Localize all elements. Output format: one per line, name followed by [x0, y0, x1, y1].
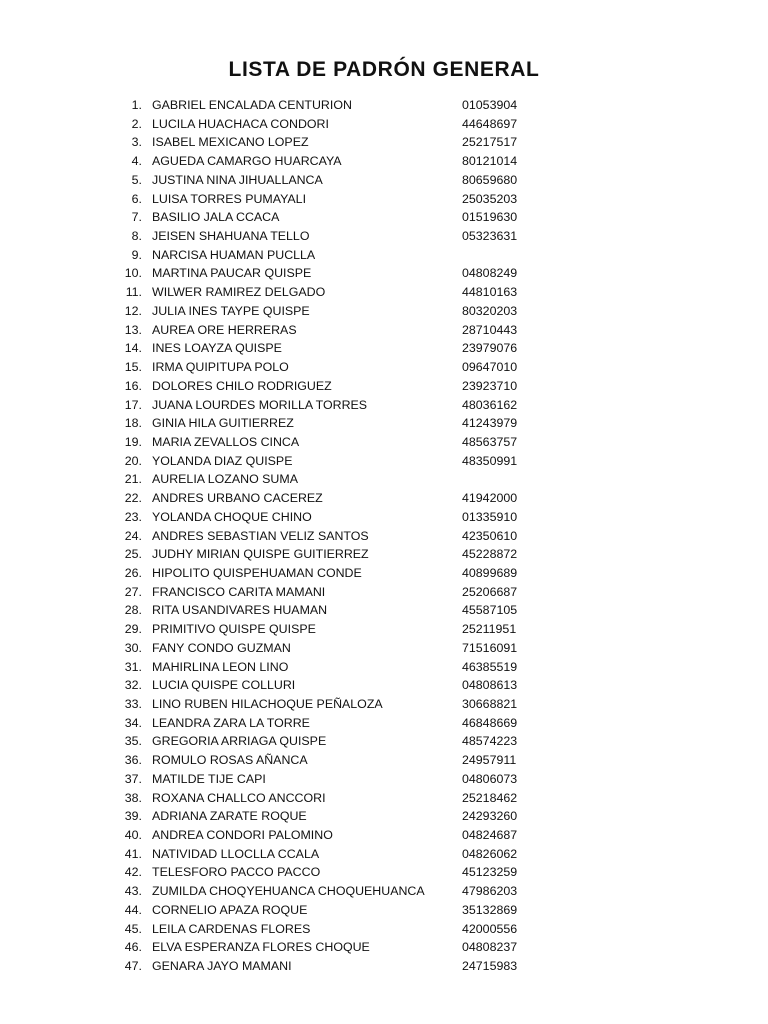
page-title: LISTA DE PADRÓN GENERAL: [228, 58, 540, 81]
member-id-number: 09647010: [462, 360, 518, 375]
item-number: 7.: [131, 210, 142, 225]
member-id-number: 25217517: [462, 135, 518, 150]
list-item: [0, 115, 768, 134]
list-item: [0, 564, 768, 583]
member-name: GENARA JAYO MAMANI: [152, 959, 292, 974]
member-name: ISABEL MEXICANO LOPEZ: [152, 135, 309, 150]
list-item: [0, 96, 768, 115]
member-name: INES LOAYZA QUISPE: [152, 341, 282, 356]
item-number: 32.: [124, 678, 142, 693]
member-id-number: 01519630: [462, 210, 518, 225]
member-id-number: 80659680: [462, 172, 518, 187]
list-item: [0, 152, 768, 171]
member-id-number: 80320203: [462, 303, 518, 318]
list-item: [0, 714, 768, 733]
list-item: [0, 433, 768, 452]
item-number: 19.: [124, 434, 142, 449]
member-id-number: 48574223: [462, 734, 518, 749]
item-number: 29.: [124, 622, 142, 637]
list-item: [0, 658, 768, 677]
member-id-number: 30668821: [462, 697, 518, 711]
member-name: JUDHY MIRIAN QUISPE GUITIERREZ: [152, 547, 369, 562]
list-item: [0, 601, 768, 620]
list-item: [0, 732, 768, 751]
member-name: FRANCISCO CARITA MAMANI: [152, 584, 326, 599]
member-id-number: 46385519: [462, 659, 518, 674]
list-item: [0, 171, 768, 190]
item-number: 25.: [124, 547, 142, 562]
list-item: [0, 396, 768, 415]
item-number: 36.: [124, 753, 142, 768]
item-number: 2.: [131, 116, 142, 131]
list-item: [0, 863, 768, 882]
list-item: [0, 377, 768, 396]
list-item: [0, 751, 768, 770]
list-item: [0, 227, 768, 246]
member-name: LEILA CARDENAS FLORES: [152, 921, 311, 936]
member-name: AUREA ORE HERRERAS: [152, 322, 297, 337]
item-number: 12.: [124, 303, 142, 318]
member-id-number: 28710443: [462, 322, 518, 337]
member-name: CORNELIO APAZA ROQUE: [152, 902, 308, 917]
item-number: 9.: [131, 247, 142, 262]
item-number: 41.: [124, 846, 142, 861]
member-id-number: 45587105: [462, 603, 518, 618]
member-name: GINIA HILA GUITIERREZ: [152, 416, 294, 431]
list-item: [0, 470, 768, 489]
item-number: 4.: [131, 154, 142, 169]
member-id-number: 23923710: [462, 378, 518, 393]
member-name: AGUEDA CAMARGO HUARCAYA: [152, 154, 342, 169]
member-name: JEISEN SHAHUANA TELLO: [152, 229, 310, 244]
list-item: [0, 264, 768, 283]
item-number: 46.: [124, 940, 142, 955]
list-item: [0, 938, 768, 957]
list-item: [0, 770, 768, 789]
list-item: [0, 620, 768, 639]
item-number: 39.: [124, 809, 142, 824]
member-name: JUANA LOURDES MORILLA TORRES: [152, 397, 368, 412]
member-id-number: 05323631: [462, 229, 518, 244]
list-item: [0, 545, 768, 564]
member-name: LINO RUBEN HILACHOQUE PEÑALOZA: [152, 697, 383, 711]
list-item: [0, 283, 768, 302]
member-name: ANDRES SEBASTIAN VELIZ SANTOS: [152, 528, 369, 543]
item-number: 35.: [124, 734, 142, 749]
member-id-number: 47986203: [462, 884, 518, 899]
member-name: ANDRES URBANO CACEREZ: [152, 491, 323, 506]
list-item: [0, 414, 768, 433]
member-name: ZUMILDA CHOQYEHUANCA CHOQUEHUANCA: [152, 884, 425, 899]
member-name: JUSTINA NINA JIHUALLANCA: [152, 172, 323, 187]
item-number: 13.: [124, 322, 142, 337]
member-name: JULIA INES TAYPE QUISPE: [152, 303, 310, 318]
list-item: [0, 807, 768, 826]
item-number: 15.: [124, 360, 142, 375]
member-id-number: 45228872: [462, 547, 518, 562]
member-name: IRMA QUIPITUPA POLO: [152, 360, 289, 375]
member-name: YOLANDA CHOQUE CHINO: [152, 509, 312, 524]
item-number: 1.: [131, 98, 142, 112]
list-item: [0, 826, 768, 845]
member-name: ANDREA CONDORI PALOMINO: [152, 828, 333, 843]
member-name: PRIMITIVO QUISPE QUISPE: [152, 622, 316, 637]
item-number: 30.: [124, 640, 142, 655]
item-number: 18.: [124, 416, 142, 431]
member-name: DOLORES CHILO RODRIGUEZ: [152, 378, 332, 393]
member-name: BASILIO JALA CCACA: [152, 210, 280, 225]
member-name: LEANDRA ZARA LA TORRE: [152, 715, 310, 730]
member-name: MARTINA PAUCAR QUISPE: [152, 266, 312, 281]
list-item: [0, 133, 768, 152]
list-item: [0, 882, 768, 901]
list-item: [0, 639, 768, 658]
item-number: 10.: [124, 266, 142, 281]
member-id-number: 80121014: [462, 154, 518, 169]
list-item: [0, 527, 768, 546]
member-id-number: 41942000: [462, 491, 518, 506]
list-item: [0, 676, 768, 695]
member-name: LUCIA QUISPE COLLURI: [152, 678, 296, 693]
list-item: [0, 901, 768, 920]
member-id-number: 48350991: [462, 453, 518, 468]
list-item: [0, 321, 768, 340]
member-id-number: 44648697: [462, 116, 518, 131]
member-name: FANY CONDO GUZMAN: [152, 640, 291, 655]
member-id-number: 42000556: [462, 921, 518, 936]
member-name: HIPOLITO QUISPEHUAMAN CONDE: [152, 565, 362, 580]
item-number: 34.: [124, 715, 142, 730]
list-item: [0, 358, 768, 377]
member-id-number: 04808249: [462, 266, 518, 281]
member-id-number: 45123259: [462, 865, 518, 880]
member-name: RITA USANDIVARES HUAMAN: [152, 603, 328, 618]
list-item: [0, 845, 768, 864]
member-name: GABRIEL ENCALADA CENTURION: [152, 98, 352, 112]
member-id-number: 42350610: [462, 528, 518, 543]
item-number: 8.: [131, 229, 142, 244]
item-number: 11.: [125, 285, 142, 300]
member-id-number: 41243979: [462, 416, 518, 431]
list-item: [0, 695, 768, 714]
member-id-number: 23979076: [462, 341, 518, 356]
item-number: 3.: [131, 135, 142, 150]
item-number: 20.: [124, 453, 142, 468]
item-number: 6.: [131, 191, 142, 206]
member-name: MAHIRLINA LEON LINO: [152, 659, 289, 674]
item-number: 5.: [131, 172, 142, 187]
member-id-number: 40899689: [462, 565, 518, 580]
list-item: [0, 920, 768, 939]
item-number: 22.: [124, 491, 142, 506]
item-number: 21.: [124, 472, 142, 487]
member-id-number: 44810163: [462, 285, 518, 300]
list-item: [0, 957, 768, 976]
member-name: YOLANDA DIAZ QUISPE: [152, 453, 293, 468]
member-id-number: 25211951: [462, 622, 517, 637]
member-id-number: 25035203: [462, 191, 518, 206]
member-id-number: 04808613: [462, 678, 518, 693]
member-id-number: 04806073: [462, 771, 518, 786]
list-item: [0, 789, 768, 808]
member-name: AURELIA LOZANO SUMA: [152, 472, 298, 487]
item-number: 14.: [124, 341, 142, 356]
item-number: 33.: [124, 697, 142, 711]
list-item: [0, 302, 768, 321]
member-id-number: 35132869: [462, 902, 518, 917]
member-name: ROXANA CHALLCO ANCCORI: [152, 790, 326, 805]
member-id-number: 01335910: [462, 509, 518, 524]
item-number: 24.: [124, 528, 142, 543]
item-number: 17.: [124, 397, 142, 412]
item-number: 38.: [124, 790, 142, 805]
item-number: 23.: [124, 509, 142, 524]
member-id-number: 04808237: [462, 940, 518, 955]
item-number: 31.: [124, 659, 142, 674]
member-name: MATILDE TIJE CAPI: [152, 771, 266, 786]
list-item: [0, 190, 768, 209]
member-name: MARIA ZEVALLOS CINCA: [152, 434, 300, 449]
item-number: 40.: [124, 828, 142, 843]
list-item: [0, 583, 768, 602]
item-number: 44.: [124, 902, 142, 917]
member-name: GREGORIA ARRIAGA QUISPE: [152, 734, 327, 749]
member-name: NARCISA HUAMAN PUCLLA: [152, 247, 316, 262]
item-number: 47.: [124, 959, 142, 974]
item-number: 26.: [124, 565, 142, 580]
item-number: 43.: [124, 884, 142, 899]
list-item: [0, 489, 768, 508]
member-id-number: 24293260: [462, 809, 518, 824]
item-number: 27.: [124, 584, 142, 599]
list-item: [0, 208, 768, 227]
member-id-number: 01053904: [462, 98, 518, 112]
registry-list: [0, 96, 768, 976]
member-name: WILWER RAMIREZ DELGADO: [152, 285, 326, 300]
item-number: 37.: [124, 771, 142, 786]
member-id-number: 24957911: [462, 753, 517, 768]
list-item: [0, 246, 768, 265]
member-id-number: 48563757: [462, 434, 518, 449]
member-id-number: 46848669: [462, 715, 518, 730]
member-name: LUISA TORRES PUMAYALI: [152, 191, 307, 206]
item-number: 42.: [124, 865, 142, 880]
member-name: TELESFORO PACCO PACCO: [152, 865, 321, 880]
item-number: 28.: [124, 603, 142, 618]
list-item: [0, 508, 768, 527]
member-id-number: 04824687: [462, 828, 518, 843]
item-number: 45.: [124, 921, 142, 936]
member-name: NATIVIDAD LLOCLLA CCALA: [152, 846, 320, 861]
member-name: ELVA ESPERANZA FLORES CHOQUE: [152, 940, 370, 955]
member-name: LUCILA HUACHACA CONDORI: [152, 116, 329, 131]
member-name: ADRIANA ZARATE ROQUE: [152, 809, 307, 824]
member-id-number: 25218462: [462, 790, 518, 805]
member-name: ROMULO ROSAS AÑANCA: [152, 753, 308, 768]
member-id-number: 24715983: [462, 959, 518, 974]
list-item: [0, 452, 768, 471]
member-id-number: 25206687: [462, 584, 518, 599]
list-item: [0, 339, 768, 358]
item-number: 16.: [124, 378, 142, 393]
member-id-number: 48036162: [462, 397, 518, 412]
member-id-number: 71516091: [462, 640, 518, 655]
member-id-number: 04826062: [462, 846, 518, 861]
